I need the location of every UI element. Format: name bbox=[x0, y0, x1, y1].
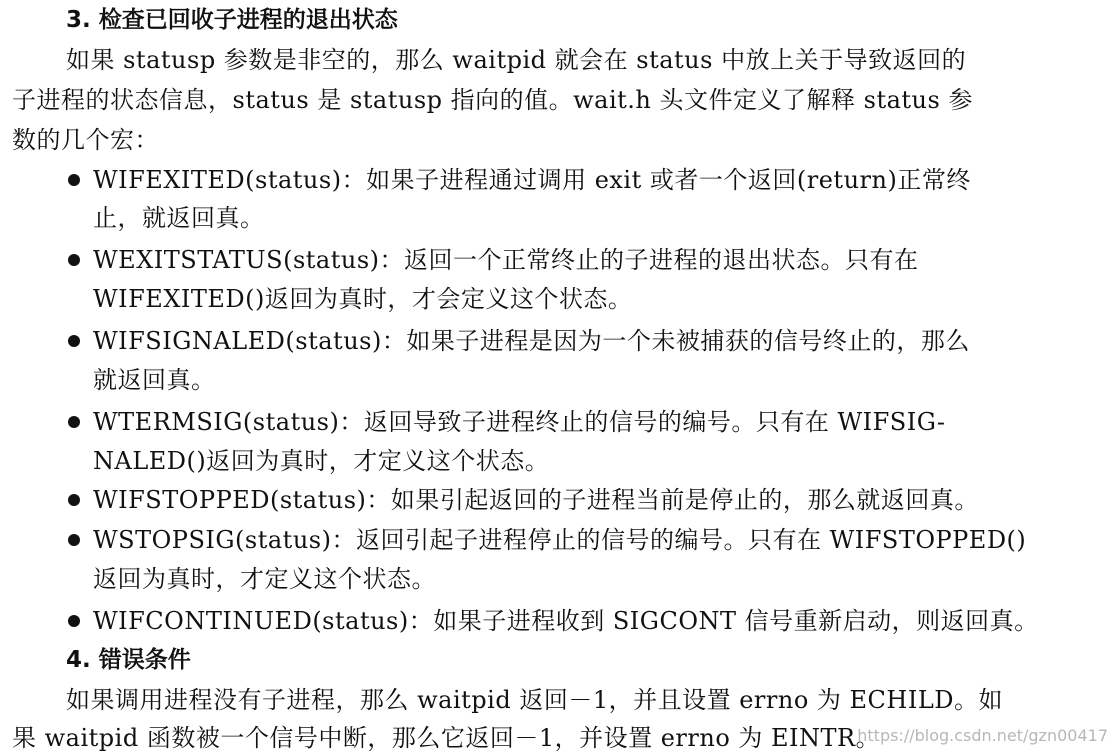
bullet-dot-icon bbox=[68, 494, 80, 506]
section-4-heading: 4. 错误条件 bbox=[66, 647, 191, 673]
bullet-dot-icon bbox=[68, 335, 80, 347]
bullet-2-line-2: WIFEXITED()返回为真时，才会定义这个状态。 bbox=[93, 285, 633, 313]
bullet-6-line-2: 返回为真时，才定义这个状态。 bbox=[93, 565, 436, 593]
bullet-1-line-2: 止，就返回真。 bbox=[93, 204, 265, 232]
section-3-paragraph-line-1: 如果 statusp 参数是非空的，那么 waitpid 就会在 status 中放上关于导致返回的 bbox=[66, 46, 967, 74]
bullet-7-line-1: WIFCONTINUED(status)：如果子进程收到 SIGCONT 信号重新启动，则返回真。 bbox=[93, 607, 1039, 635]
watermark-url: https://blog.csdn.net/gzn00417 bbox=[857, 726, 1108, 745]
bullet-4-line-1: WTERMSIG(status)：返回导致子进程终止的信号的编号。只有在 WIFSIG- bbox=[93, 408, 946, 436]
bullet-2-line-1: WEXITSTATUS(status)：返回一个正常终止的子进程的退出状态。只有在 bbox=[93, 246, 919, 274]
section-4-paragraph-line-1: 如果调用进程没有子进程，那么 waitpid 返回－1，并且设置 errno 为 ECHILD。如 bbox=[66, 686, 1004, 714]
bullet-6-line-1: WSTOPSIG(status)：返回引起子进程停止的信号的编号。只有在 WIFSTOPPED() bbox=[93, 526, 1027, 554]
bullet-dot-icon bbox=[68, 174, 80, 186]
section-3-paragraph-line-3: 数的几个宏： bbox=[12, 126, 159, 154]
bullet-1-line-1: WIFEXITED(status)：如果子进程通过调用 exit 或者一个返回(return)正常终 bbox=[93, 166, 971, 194]
bullet-dot-icon bbox=[68, 416, 80, 428]
section-3-heading: 3. 检查已回收子进程的退出状态 bbox=[66, 7, 398, 33]
section-3-paragraph-line-2: 子进程的状态信息，status 是 statusp 指向的值。wait.h 头文件定义了解释 status 参 bbox=[12, 86, 973, 114]
bullet-3-line-1: WIFSIGNALED(status)：如果子进程是因为一个未被捕获的信号终止的，那么 bbox=[93, 327, 970, 355]
bullet-dot-icon bbox=[68, 615, 80, 627]
section-4-paragraph-line-2: 果 waitpid 函数被一个信号中断，那么它返回－1，并设置 errno 为 EINTR。 bbox=[12, 724, 881, 752]
bullet-5-line-1: WIFSTOPPED(status)：如果引起返回的子进程当前是停止的，那么就返回真。 bbox=[93, 486, 979, 514]
bullet-dot-icon bbox=[68, 534, 80, 546]
bullet-dot-icon bbox=[68, 254, 80, 266]
bullet-3-line-2: 就返回真。 bbox=[93, 366, 216, 394]
bullet-4-line-2: NALED()返回为真时，才定义这个状态。 bbox=[93, 447, 550, 475]
